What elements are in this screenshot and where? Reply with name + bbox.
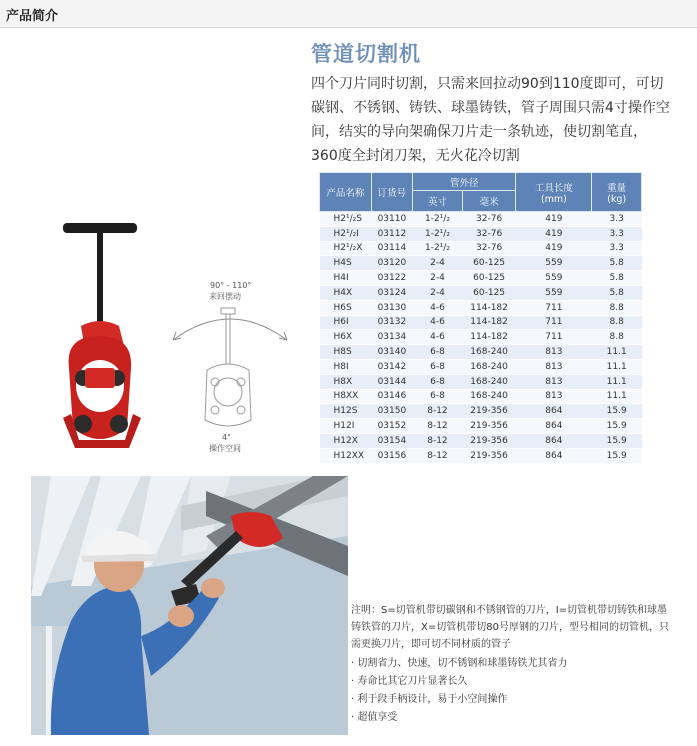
col-header-mm: 毫米 [462,191,516,212]
cell-inch: 1-2¹/₂ [413,241,463,256]
cell-mm: 32-76 [462,212,516,227]
cell-weight: 11.1 [592,359,642,374]
cell-order: 03124 [371,285,413,300]
cell-length: 419 [516,212,592,227]
cell-length: 813 [516,359,592,374]
cell-weight: 3.3 [592,226,642,241]
cell-weight: 5.8 [592,256,642,271]
section-title: 产品简介 [6,9,59,24]
swing-angle-diagram [165,270,300,455]
notes-text: 注明：S=切管机带切碳钢和不锈钢管的刀片，I=切管机带切铸铁和球墨铸铁管的刀片，X=切管机带切80号厚钢的刀片，型号相同的切管机，只需更换刀片，即可切不同材质的管子 [351,605,669,650]
cell-mm: 168-240 [462,345,516,360]
cell-mm: 219-356 [462,448,516,463]
cell-inch: 1-2¹/₂ [413,226,463,241]
table-row [320,285,642,300]
cell-order: 03114 [371,241,413,256]
cell-inch: 6-8 [413,374,463,389]
cell-mm: 168-240 [462,359,516,374]
space-value: 4" [222,433,231,442]
cell-order: 03154 [371,433,413,448]
section-header [0,0,697,28]
cell-weight: 11.1 [592,374,642,389]
feature-item: · 利于段手柄设计，易于小空间操作 [351,694,508,705]
cell-order: 03150 [371,404,413,419]
cell-inch: 4-6 [413,315,463,330]
cell-order: 03132 [371,315,413,330]
table-row [320,404,642,419]
cell-mm: 114-182 [462,330,516,345]
pipe-cutter-image [55,218,160,463]
col-header-order: 订货号 [371,173,413,212]
cell-model: H12XX [320,448,372,463]
feature-item: · 超值享受 [351,712,398,723]
cell-model: H2¹/₂X [320,241,372,256]
cell-length: 813 [516,389,592,404]
cell-weight: 3.3 [592,241,642,256]
table-row [320,359,642,374]
cell-inch: 6-8 [413,359,463,374]
cell-model: H8XX [320,389,372,404]
table-row [320,330,642,345]
cell-model: H12I [320,419,372,434]
cell-order: 03112 [371,226,413,241]
space-label: 操作空间 [209,444,241,453]
cell-mm: 60-125 [462,256,516,271]
cell-mm: 219-356 [462,419,516,434]
cell-mm: 168-240 [462,389,516,404]
cell-length: 813 [516,374,592,389]
cell-order: 03110 [371,212,413,227]
col-header-pipe-od: 管外径 [413,173,516,191]
cell-model: H12X [320,433,372,448]
cell-mm: 60-125 [462,285,516,300]
table-row [320,256,642,271]
cell-model: H8X [320,374,372,389]
table-row [320,241,642,256]
cell-order: 03140 [371,345,413,360]
cell-mm: 219-356 [462,404,516,419]
cell-length: 711 [516,315,592,330]
cell-weight: 8.8 [592,300,642,315]
table-row [320,448,642,463]
cell-length: 864 [516,433,592,448]
cell-order: 03130 [371,300,413,315]
cell-weight: 15.9 [592,404,642,419]
cell-length: 711 [516,300,592,315]
cell-inch: 2-4 [413,271,463,286]
cell-model: H4S [320,256,372,271]
cell-model: H6S [320,300,372,315]
notes-section [351,602,671,727]
cell-inch: 8-12 [413,448,463,463]
table-row [320,374,642,389]
cell-mm: 219-356 [462,433,516,448]
table-row [320,300,642,315]
product-title: 管道切割机 [311,42,421,66]
cell-model: H8S [320,345,372,360]
cell-inch: 8-12 [413,404,463,419]
swing-label: 来回摆动 [209,292,241,301]
cell-inch: 8-12 [413,433,463,448]
cell-model: H2¹/₂I [320,226,372,241]
product-intro: 四个刀片同时切割，只需来回拉动90到110度即可，可切碳钢、不锈钢、铸铁、球墨铸铁，管子周围只需4寸操作空间，结实的导向架确保刀片走一条轨迹，使切割笔直，360度全封闭刀架，无火花冷切割 [311,76,670,164]
cell-order: 03152 [371,419,413,434]
table-row [320,226,642,241]
cell-model: H8I [320,359,372,374]
cell-length: 419 [516,226,592,241]
table-row [320,345,642,360]
cell-model: H4X [320,285,372,300]
feature-list [351,655,671,727]
col-header-length: 工具长度 (mm) [516,173,592,212]
cell-weight: 8.8 [592,315,642,330]
cell-length: 419 [516,241,592,256]
cell-weight: 3.3 [592,212,642,227]
cell-inch: 2-4 [413,256,463,271]
cell-order: 03120 [371,256,413,271]
cell-order: 03146 [371,389,413,404]
cell-inch: 4-6 [413,330,463,345]
cell-weight: 15.9 [592,419,642,434]
table-row [320,212,642,227]
cell-length: 559 [516,285,592,300]
cell-inch: 2-4 [413,285,463,300]
cell-mm: 114-182 [462,300,516,315]
cell-length: 559 [516,271,592,286]
cell-length: 864 [516,419,592,434]
table-row [320,419,642,434]
angle-label: 90° - 110° [210,281,252,290]
col-header-inch: 英寸 [413,191,463,212]
cell-length: 864 [516,448,592,463]
cell-order: 03122 [371,271,413,286]
table-row [320,315,642,330]
cell-weight: 8.8 [592,330,642,345]
cell-mm: 168-240 [462,374,516,389]
cell-order: 03134 [371,330,413,345]
cell-length: 813 [516,345,592,360]
col-header-weight: 重量 (kg) [592,173,642,212]
cell-mm: 32-76 [462,226,516,241]
cell-order: 03144 [371,374,413,389]
cell-weight: 15.9 [592,433,642,448]
cell-model: H12S [320,404,372,419]
cell-mm: 60-125 [462,271,516,286]
cell-inch: 4-6 [413,300,463,315]
cell-inch: 1-2¹/₂ [413,212,463,227]
cell-model: H6X [320,330,372,345]
feature-item: · 切割省力、快速，切不锈钢和球墨铸铁尤其省力 [351,658,568,669]
cell-length: 711 [516,330,592,345]
table-row [320,433,642,448]
cell-mm: 114-182 [462,315,516,330]
table-row [320,389,642,404]
feature-item: · 寿命比其它刀片显著长久 [351,676,468,687]
cell-inch: 6-8 [413,345,463,360]
cell-mm: 32-76 [462,241,516,256]
cell-weight: 5.8 [592,271,642,286]
cell-length: 864 [516,404,592,419]
cell-model: H6I [320,315,372,330]
cell-inch: 8-12 [413,419,463,434]
cell-weight: 5.8 [592,285,642,300]
cell-model: H4I [320,271,372,286]
cell-order: 03142 [371,359,413,374]
cell-weight: 15.9 [592,448,642,463]
col-header-name: 产品名称 [320,173,372,212]
cell-inch: 6-8 [413,389,463,404]
cell-model: H2¹/₂S [320,212,372,227]
worker-photo [31,476,348,735]
table-row [320,271,642,286]
cell-weight: 11.1 [592,389,642,404]
spec-table [319,172,642,464]
cell-weight: 11.1 [592,345,642,360]
cell-length: 559 [516,256,592,271]
cell-order: 03156 [371,448,413,463]
